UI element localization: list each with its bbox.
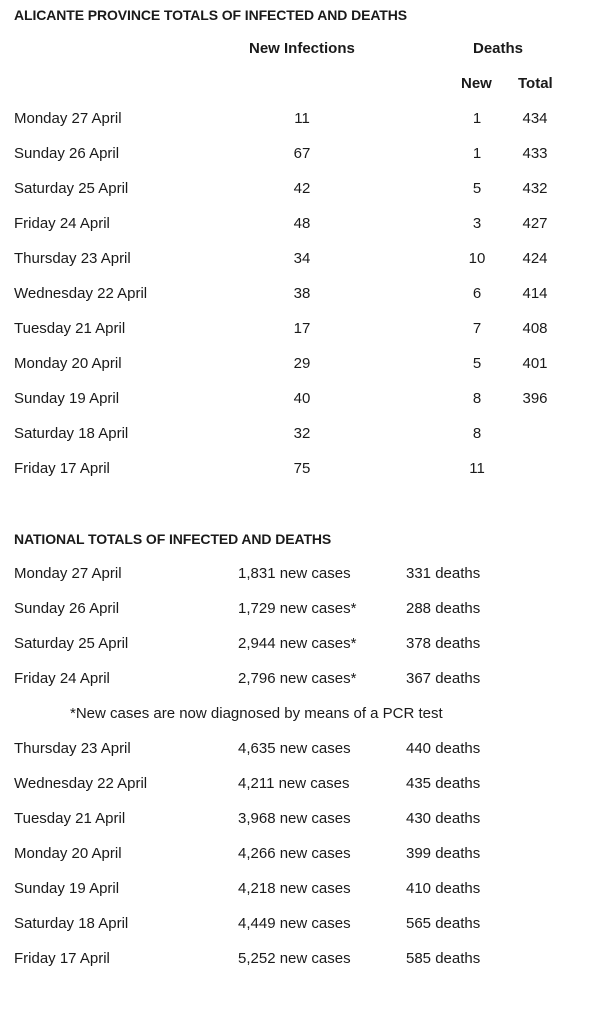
row-new-infections: 34	[293, 250, 311, 267]
col-header-deaths-new: New	[461, 75, 492, 92]
row-deaths: 410 deaths	[406, 880, 481, 897]
row-new-cases: 3,968 new cases	[238, 810, 351, 827]
col-header-deaths-total: Total	[518, 75, 553, 92]
row-new-infections: 48	[293, 215, 311, 232]
row-new-cases: 1,729 new cases*	[238, 600, 357, 617]
row-deaths-total: 434	[522, 110, 548, 127]
row-date: Thursday 23 April	[14, 740, 131, 757]
row-deaths: 367 deaths	[406, 670, 481, 687]
row-date: Tuesday 21 April	[14, 320, 126, 337]
row-new-infections: 42	[293, 180, 311, 197]
row-deaths-total: 401	[522, 355, 548, 372]
row-deaths-new: 6	[472, 285, 482, 302]
col-header-deaths: Deaths	[473, 40, 524, 57]
row-deaths-total: 433	[522, 145, 548, 162]
row-new-cases: 4,635 new cases	[238, 740, 351, 757]
row-deaths-new: 11	[469, 460, 485, 477]
row-new-infections: 75	[293, 460, 311, 477]
row-new-cases: 4,449 new cases	[238, 915, 351, 932]
row-deaths: 585 deaths	[406, 950, 481, 967]
row-deaths: 399 deaths	[406, 845, 481, 862]
row-deaths-new: 7	[472, 320, 482, 337]
row-date: Sunday 26 April	[14, 145, 120, 162]
row-new-cases: 4,266 new cases	[238, 845, 351, 862]
row-new-infections: 29	[293, 355, 311, 372]
row-date: Monday 27 April	[14, 110, 122, 127]
row-date: Monday 20 April	[14, 845, 122, 862]
row-deaths: 440 deaths	[406, 740, 481, 757]
row-new-cases: 2,944 new cases*	[238, 635, 357, 652]
row-new-infections: 38	[293, 285, 311, 302]
row-date: Friday 24 April	[14, 215, 110, 232]
row-deaths-new: 3	[472, 215, 482, 232]
row-deaths-total: 408	[522, 320, 548, 337]
row-date: Friday 17 April	[14, 950, 110, 967]
row-deaths-total: 396	[522, 390, 548, 407]
row-deaths-total: 427	[522, 215, 548, 232]
row-deaths-new: 8	[472, 425, 482, 442]
row-deaths: 378 deaths	[406, 635, 481, 652]
row-date: Saturday 25 April	[14, 180, 129, 197]
row-new-cases: 1,831 new cases	[238, 565, 351, 582]
row-new-cases: 2,796 new cases*	[238, 670, 357, 687]
pcr-note: *New cases are now diagnosed by means of a PCR test	[70, 705, 443, 722]
row-date: Thursday 23 April	[14, 250, 131, 267]
row-new-infections: 40	[293, 390, 311, 407]
row-deaths-new: 5	[472, 355, 482, 372]
row-date: Saturday 18 April	[14, 425, 129, 442]
row-date: Friday 24 April	[14, 670, 110, 687]
row-new-infections: 67	[293, 145, 311, 162]
row-date: Sunday 19 April	[14, 880, 120, 897]
row-deaths-new: 10	[468, 250, 486, 267]
province-title: ALICANTE PROVINCE TOTALS OF INFECTED AND DEATHS	[14, 7, 408, 23]
row-date: Sunday 19 April	[14, 390, 120, 407]
row-deaths: 565 deaths	[406, 915, 481, 932]
row-new-infections: 17	[293, 320, 311, 337]
row-new-infections: 32	[293, 425, 311, 442]
row-date: Saturday 25 April	[14, 635, 129, 652]
row-date: Wednesday 22 April	[14, 285, 148, 302]
row-date: Monday 20 April	[14, 355, 122, 372]
col-header-new-infections: New Infections	[249, 40, 355, 57]
row-date: Tuesday 21 April	[14, 810, 126, 827]
row-deaths-total: 432	[522, 180, 548, 197]
row-new-cases: 4,218 new cases	[238, 880, 351, 897]
row-deaths: 288 deaths	[406, 600, 481, 617]
row-deaths-new: 5	[472, 180, 482, 197]
national-title: NATIONAL TOTALS OF INFECTED AND DEATHS	[14, 531, 332, 547]
row-date: Sunday 26 April	[14, 600, 120, 617]
row-new-cases: 4,211 new cases	[238, 775, 350, 792]
row-deaths-new: 1	[472, 110, 482, 127]
row-new-infections: 11	[294, 110, 310, 127]
row-date: Monday 27 April	[14, 565, 122, 582]
row-new-cases: 5,252 new cases	[238, 950, 351, 967]
row-deaths: 331 deaths	[406, 565, 481, 582]
row-deaths: 430 deaths	[406, 810, 481, 827]
row-deaths-new: 1	[472, 145, 482, 162]
row-date: Saturday 18 April	[14, 915, 129, 932]
row-date: Wednesday 22 April	[14, 775, 148, 792]
row-deaths-total: 424	[522, 250, 548, 267]
row-deaths: 435 deaths	[406, 775, 481, 792]
row-date: Friday 17 April	[14, 460, 110, 477]
row-deaths-total: 414	[522, 285, 548, 302]
row-deaths-new: 8	[472, 390, 482, 407]
